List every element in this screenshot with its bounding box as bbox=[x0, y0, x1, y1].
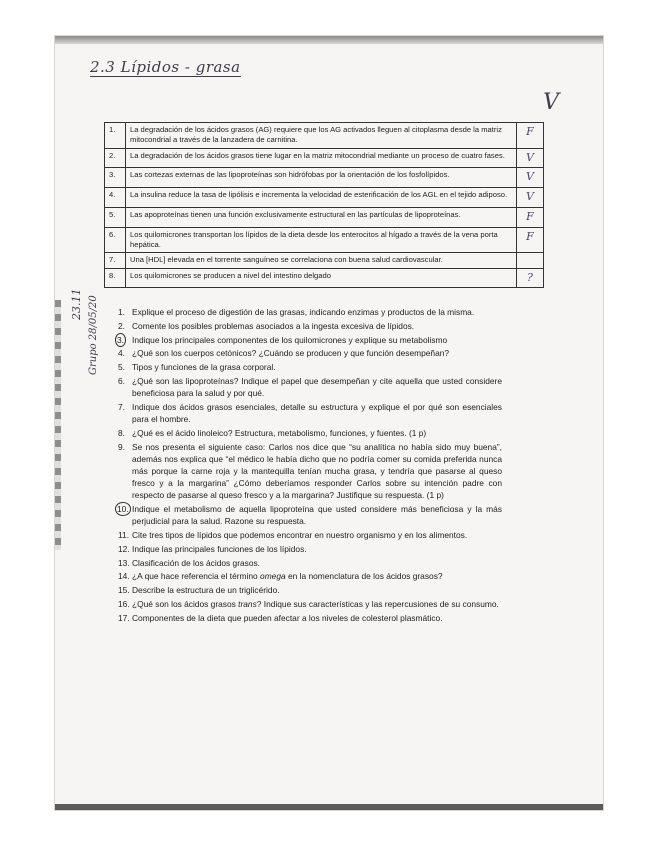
question-number: 7. bbox=[118, 401, 125, 412]
question-number: 14. bbox=[118, 571, 130, 582]
statement-number: 2. bbox=[105, 148, 126, 168]
statement-text: La degradación de los ácidos grasos (AG) requiere que los AG activados lleguen al citoplasma desde la matriz mitocondrial a través de la lanzadera de carnitina. bbox=[126, 123, 517, 149]
statement-text: Los quilomicrones se producen a nivel del intestino delgado bbox=[126, 268, 517, 288]
table-row bbox=[105, 148, 544, 168]
question-text: Describe la estructura de un triglicérido. bbox=[132, 585, 280, 596]
statement-text: Los quilomicrones transportan los lípidos de la dieta desde los enterocitos al hígado a través de la vena porta hepática. bbox=[126, 227, 517, 253]
question-term-emphasis: omega bbox=[260, 571, 286, 582]
question-text: Indique dos ácidos grasos esenciales, detalle su estructura y explique el por qué son esenciales para el hombre. bbox=[132, 401, 502, 425]
question-text: Tipos y funciones de la grasa corporal. bbox=[132, 362, 276, 373]
question-number: 12. bbox=[118, 543, 130, 554]
statement-text: Las apoproteínas tienen una función exclusivamente estructural en las partículas de lipoproteínas. bbox=[126, 208, 517, 228]
question-number: 15. bbox=[118, 585, 130, 596]
statement-number: 7. bbox=[105, 253, 126, 268]
answer-mark: V bbox=[517, 168, 544, 188]
question-text: Cite tres tipos de lípidos que podemos encontrar en nuestro organismo y en los alimentos. bbox=[132, 530, 468, 541]
question-number: 1. bbox=[118, 307, 125, 317]
answer-mark: F bbox=[517, 227, 544, 253]
list-item bbox=[118, 584, 502, 596]
table-row bbox=[105, 123, 544, 149]
question-number: 11. bbox=[118, 530, 130, 541]
list-item bbox=[118, 375, 502, 399]
table-row bbox=[105, 208, 544, 228]
list-item bbox=[118, 557, 502, 569]
list-item bbox=[118, 401, 502, 425]
table-row bbox=[105, 268, 544, 288]
list-item bbox=[118, 570, 502, 582]
question-text: Explique el proceso de digestión de las grasas, indicando enzimas y productos de la misma. bbox=[132, 307, 475, 317]
scan-top-edge bbox=[55, 36, 603, 44]
true-false-table bbox=[104, 122, 544, 288]
list-item bbox=[118, 529, 502, 541]
question-number-circled: 10. bbox=[115, 502, 131, 516]
question-text-after: ? Indique sus características y las repercusiones de su consumo. bbox=[256, 599, 499, 610]
list-item bbox=[118, 427, 502, 439]
question-number: 5. bbox=[118, 362, 125, 373]
list-item bbox=[118, 612, 502, 624]
question-text: Indique el metabolismo de aquella lipoproteína que usted considere más beneficiosa y la más perjudicial para la salud. Razone su respuesta. bbox=[132, 504, 502, 527]
answer-mark bbox=[517, 253, 544, 268]
list-item bbox=[118, 543, 502, 555]
question-number: 17. bbox=[118, 612, 130, 623]
list-item bbox=[118, 598, 502, 610]
table-row bbox=[105, 253, 544, 268]
question-number: 6. bbox=[118, 375, 125, 386]
statement-number: 1. bbox=[105, 123, 126, 149]
list-item bbox=[118, 320, 502, 332]
question-number: 9. bbox=[118, 441, 125, 452]
statement-text: La degradación de los ácidos grasos tiene lugar en la matriz mitocondrial mediante un proceso de cuatro fases. bbox=[126, 148, 517, 168]
statement-text: Una [HDL] elevada en el torrente sanguíneo se correlaciona con buena salud cardiovascular. bbox=[126, 253, 517, 268]
list-item bbox=[117, 334, 502, 346]
handwritten-check-mark: V bbox=[543, 90, 559, 115]
statement-number: 3. bbox=[105, 168, 126, 188]
list-item bbox=[118, 306, 502, 318]
list-item bbox=[118, 347, 502, 359]
question-number: 8. bbox=[118, 427, 125, 438]
question-text: ¿Qué es el ácido linoleico? Estructura, metabolismo, funciones, y fuentes. (1 p) bbox=[132, 427, 427, 438]
statement-text: La insulina reduce la tasa de lipólisis e incrementa la velocidad de esterificación de los AGL en el tejido adiposo. bbox=[126, 188, 517, 208]
question-number: 4. bbox=[118, 348, 125, 359]
answer-mark: V bbox=[517, 148, 544, 168]
list-item bbox=[118, 441, 502, 502]
question-text: Comente los posibles problemas asociados a la ingesta excesiva de lípidos. bbox=[132, 320, 415, 331]
question-text: Componentes de la dieta que pueden afectar a los niveles de colesterol plasmático. bbox=[132, 612, 443, 623]
question-text-before: ¿A que hace referencia el término bbox=[132, 571, 261, 582]
handwritten-title: 2.3 Lípidos - grasa bbox=[90, 58, 241, 76]
scan-bottom-edge bbox=[55, 804, 603, 810]
statement-text: Las cortezas externas de las lipoproteínas son hidrófobas por la orientación de los fosfolípidos. bbox=[126, 168, 517, 188]
table-row bbox=[105, 227, 544, 253]
question-number: 2. bbox=[118, 320, 125, 331]
question-list bbox=[117, 306, 502, 626]
question-number-circled: 3. bbox=[115, 333, 126, 347]
statement-number: 8. bbox=[105, 268, 126, 288]
question-number: 13. bbox=[118, 557, 130, 568]
list-item bbox=[118, 361, 502, 373]
answer-mark: V bbox=[517, 188, 544, 208]
scan-left-edge bbox=[55, 300, 61, 550]
answer-mark: F bbox=[517, 123, 544, 149]
question-text-after: en la nomenclatura de los ácidos grasos? bbox=[285, 571, 443, 582]
statement-number: 5. bbox=[105, 208, 126, 228]
question-text-before: ¿Qué son los ácidos grasos bbox=[132, 599, 239, 610]
answer-mark: F bbox=[517, 208, 544, 228]
question-number: 16. bbox=[118, 599, 130, 610]
list-item bbox=[117, 503, 502, 527]
question-text: Indique las principales funciones de los lípidos. bbox=[132, 543, 307, 554]
handwritten-side-note: 23.11 bbox=[70, 288, 83, 320]
question-text: Indique los principales componentes de los quilomicrones y explique su metabolismo bbox=[132, 334, 448, 345]
statement-number: 4. bbox=[105, 188, 126, 208]
question-text: Clasificación de los ácidos grasos. bbox=[132, 557, 261, 568]
statement-number: 6. bbox=[105, 227, 126, 253]
table-row bbox=[105, 168, 544, 188]
answer-mark: ? bbox=[517, 268, 544, 288]
question-text: ¿Qué son los cuerpos cetónicos? ¿Cuándo se producen y que función desempeñan? bbox=[132, 348, 450, 359]
table-row bbox=[105, 188, 544, 208]
question-text: Se nos presenta el siguiente caso: Carlos nos dice que “su analítica no había sido muy buena”, además nos explica que “el médico le había dicho que no podría comer su comida preferida nunca más porque la carne roja y la mantequilla tenían mucha grasa, y tendría que pasarse al queso fresco y a la margarina” ¿Cómo deberíamos responder Carlos sobre su intención padre con respecto de pasarse al queso fresco y a la margarina? Justifique su respuesta. (1 p) bbox=[132, 441, 502, 501]
question-text: ¿Qué son las lipoproteínas? Indique el papel que desempeñan y cite aquella que usted considere beneficiosa para la salud y por qué. bbox=[132, 375, 502, 399]
handwritten-side-note-date: Grupo 28/05/20 bbox=[88, 295, 99, 375]
question-term-emphasis: trans bbox=[238, 599, 257, 610]
